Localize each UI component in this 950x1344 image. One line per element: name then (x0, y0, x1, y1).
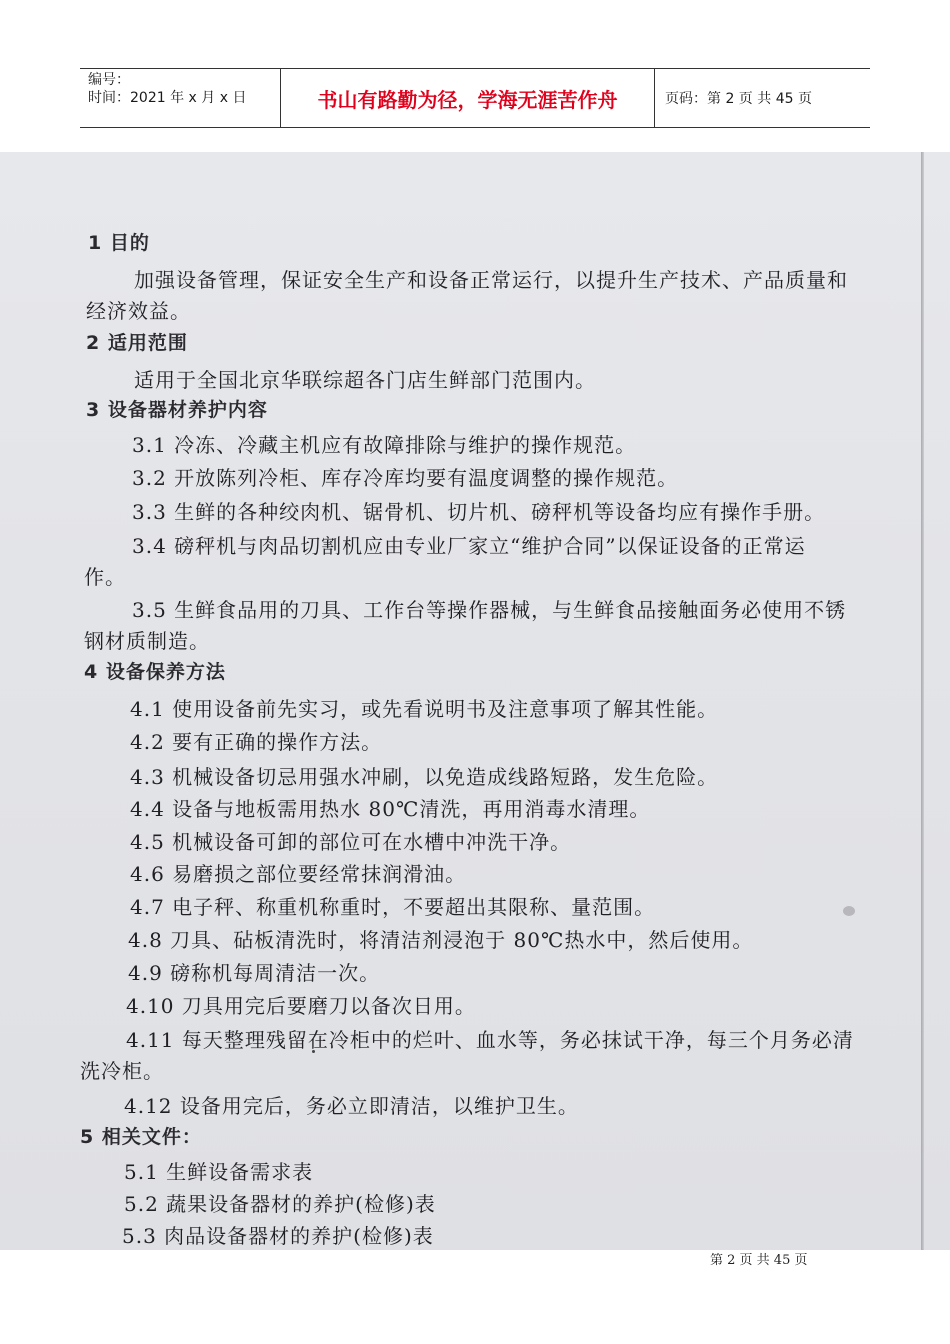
item-3-5-line-2: 钢材质制造。 (84, 629, 210, 653)
paragraph-purpose-line-2: 经济效益。 (86, 299, 191, 323)
item-4-3: 4.3 机械设备切忌用强水冲刷，以免造成线路短路，发生危险。 (130, 765, 719, 789)
item-3-3: 3.3 生鲜的各种绞肉机、锯骨机、切片机、磅秤机等设备均应有操作手册。 (132, 500, 826, 524)
header-meta (80, 69, 281, 127)
section-heading-1: 1 目的 (88, 232, 150, 254)
item-4-5: 4.5 机械设备可卸的部位可在水槽中冲洗干净。 (130, 830, 572, 854)
item-4-10: 4.10 刀具用完后要磨刀以备次日用。 (126, 994, 476, 1018)
item-3-4-line-1: 3.4 磅秤机与肉品切割机应由专业厂家立“维护合同”以保证设备的正常运 (132, 534, 806, 558)
document-time-label: 时间：2021 年 x 月 x 日 (88, 90, 247, 106)
item-3-2: 3.2 开放陈列冷柜、库存冷库均要有温度调整的操作规范。 (132, 466, 679, 490)
item-4-9: 4.9 磅称机每周清洁一次。 (128, 961, 381, 985)
paragraph-purpose-line-1: 加强设备管理，保证安全生产和设备正常运行，以提升生产技术、产品质量和 (134, 268, 848, 292)
item-3-4-line-2: 作。 (84, 565, 126, 589)
item-5-3: 5.3 肉品设备器材的养护(检修)表 (122, 1224, 434, 1248)
item-4-1: 4.1 使用设备前先实习，或先看说明书及注意事项了解其性能。 (130, 697, 719, 721)
scan-page-edge (921, 152, 924, 1250)
item-3-1: 3.1 冷冻、冷藏主机应有故障排除与维护的操作规范。 (132, 433, 637, 457)
item-5-1: 5.1 生鲜设备需求表 (124, 1160, 314, 1184)
scanned-page (0, 152, 950, 1250)
footer-page-number: 第 2 页 共 45 页 (710, 1253, 808, 1268)
item-4-12: 4.12 设备用完后，务必立即清洁，以维护卫生。 (124, 1094, 579, 1118)
section-heading-5: 5 相关文件： (80, 1126, 202, 1148)
scan-speck (843, 906, 855, 916)
header-motto: 书山有路勤为径，学海无涯苦作舟 (281, 69, 655, 127)
document-number-label: 编号： (88, 72, 130, 88)
item-4-6: 4.6 易磨损之部位要经常抹润滑油。 (130, 862, 467, 886)
item-4-11-line-2: 洗冷柜。 (80, 1059, 164, 1083)
item-4-7: 4.7 电子秤、称重机称重时，不要超出其限称、量范围。 (130, 895, 656, 919)
item-4-4: 4.4 设备与地板需用热水 80℃清洗，再用消毒水清理。 (130, 797, 651, 821)
paragraph-scope: 适用于全国北京华联综超各门店生鲜部门范围内。 (134, 368, 596, 392)
section-heading-3: 3 设备器材养护内容 (86, 399, 268, 421)
section-heading-2: 2 适用范围 (86, 332, 188, 354)
page-header (80, 68, 870, 128)
item-4-2: 4.2 要有正确的操作方法。 (130, 730, 383, 754)
item-4-11-line-1: 4.11 每天整理残留在冷柜中的烂叶、血水等，务必抹试干净，每三个月务必清 (126, 1028, 854, 1052)
item-5-2: 5.2 蔬果设备器材的养护(检修)表 (124, 1192, 436, 1216)
section-heading-4: 4 设备保养方法 (84, 661, 226, 683)
item-3-5-line-1: 3.5 生鲜食品用的刀具、工作台等操作器械，与生鲜食品接触面务必使用不锈 (132, 598, 847, 622)
header-page-number: 页码：第 2 页 共 45 页 (665, 91, 812, 107)
item-4-8: 4.8 刀具、砧板清洗时，将清洁剂浸泡于 80℃热水中，然后使用。 (128, 928, 754, 952)
